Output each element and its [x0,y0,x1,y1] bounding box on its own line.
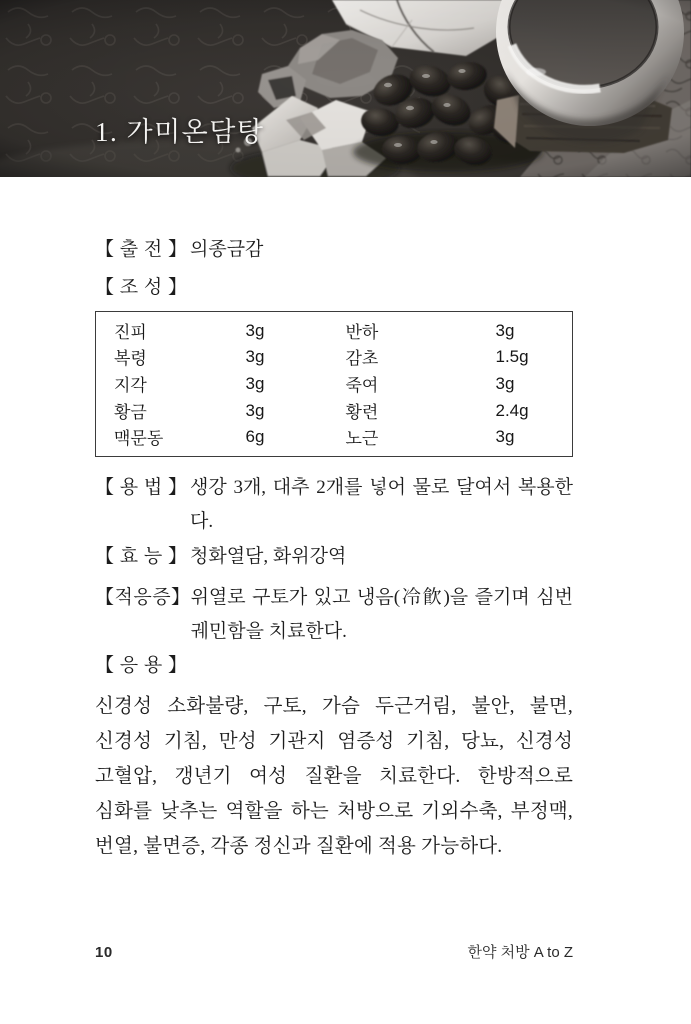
section-source-text: 의종금감 [190,239,264,260]
herb-name-cell: 맥문동 [114,429,164,448]
herb-amount-cell: 3g [245,400,265,420]
section-application [95,649,573,683]
herb-name-cell: 감초 [345,349,379,368]
section-indications-text: 위열로 구토가 있고 냉음(冷飮)을 즐기며 심번궤민함을 치료한다. [190,587,573,642]
composition-table [95,311,573,457]
page-number: 10 [95,944,113,961]
section-usage-label: 【 용 법 】 [95,477,188,498]
herb-amount-cell: 1.5g [495,346,529,366]
herb-amount-cell: 6g [245,426,265,446]
section-application-label: 【 응 용 】 [95,655,188,676]
header-photo-illustration [0,0,691,177]
herb-name-cell: 복령 [114,349,147,368]
herb-name-cell: 지각 [114,376,147,395]
page-content [95,233,573,864]
herb-name-cell: 반하 [345,323,379,342]
herb-amount-cell: 2.4g [495,400,529,420]
herb-amount-cell: 3g [245,346,265,366]
chapter-header [0,0,691,177]
table-row [96,343,573,370]
herb-name-cell: 황금 [114,403,147,422]
section-usage [95,471,573,539]
herb-name-cell: 죽여 [345,376,379,395]
table-row [96,424,573,457]
herb-name-cell: 황련 [345,403,379,422]
section-efficacy [95,540,573,574]
table-row [96,312,573,344]
section-composition-label: 【 조 성 】 [95,277,188,298]
page-footer [95,941,573,962]
chapter-title: 1. 가미온담탕 [95,117,265,147]
herb-name-cell: 진피 [114,323,147,342]
section-indications-label: 【적응증】 [95,587,191,608]
section-source [95,233,573,267]
herb-amount-cell: 3g [245,373,265,393]
section-composition [95,271,573,305]
herb-amount-cell: 3g [495,320,515,340]
herb-amount-cell: 3g [495,373,515,393]
table-row [96,370,573,397]
book-title: 한약 처방 A to Z [467,944,573,961]
herb-amount-cell: 3g [245,320,265,340]
section-indications [95,581,573,649]
section-source-label: 【 출 전 】 [95,239,188,260]
section-efficacy-text: 청화열담, 화위강역 [190,546,347,567]
section-efficacy-label: 【 효 능 】 [95,546,188,567]
section-usage-text: 생강 3개, 대추 2개를 넣어 물로 달여서 복용한다. [190,477,573,532]
herb-name-cell: 노근 [345,429,379,448]
herb-amount-cell: 3g [495,426,515,446]
application-paragraph: 신경성 소화불량, 구토, 가슴 두근거림, 불안, 불면, 신경성 기침, 만성 기관지 염증성 기침, 당뇨, 신경성 고혈압, 갱년기 여성 질환을 치료한다. 한방적으로 심화를 낮추는 역할을 하는 처방으로 기외수축, 부정맥, 번열, 불면증, 각종 정신과 질환에 적용 가능하다. [95,696,573,857]
table-row [96,397,573,424]
